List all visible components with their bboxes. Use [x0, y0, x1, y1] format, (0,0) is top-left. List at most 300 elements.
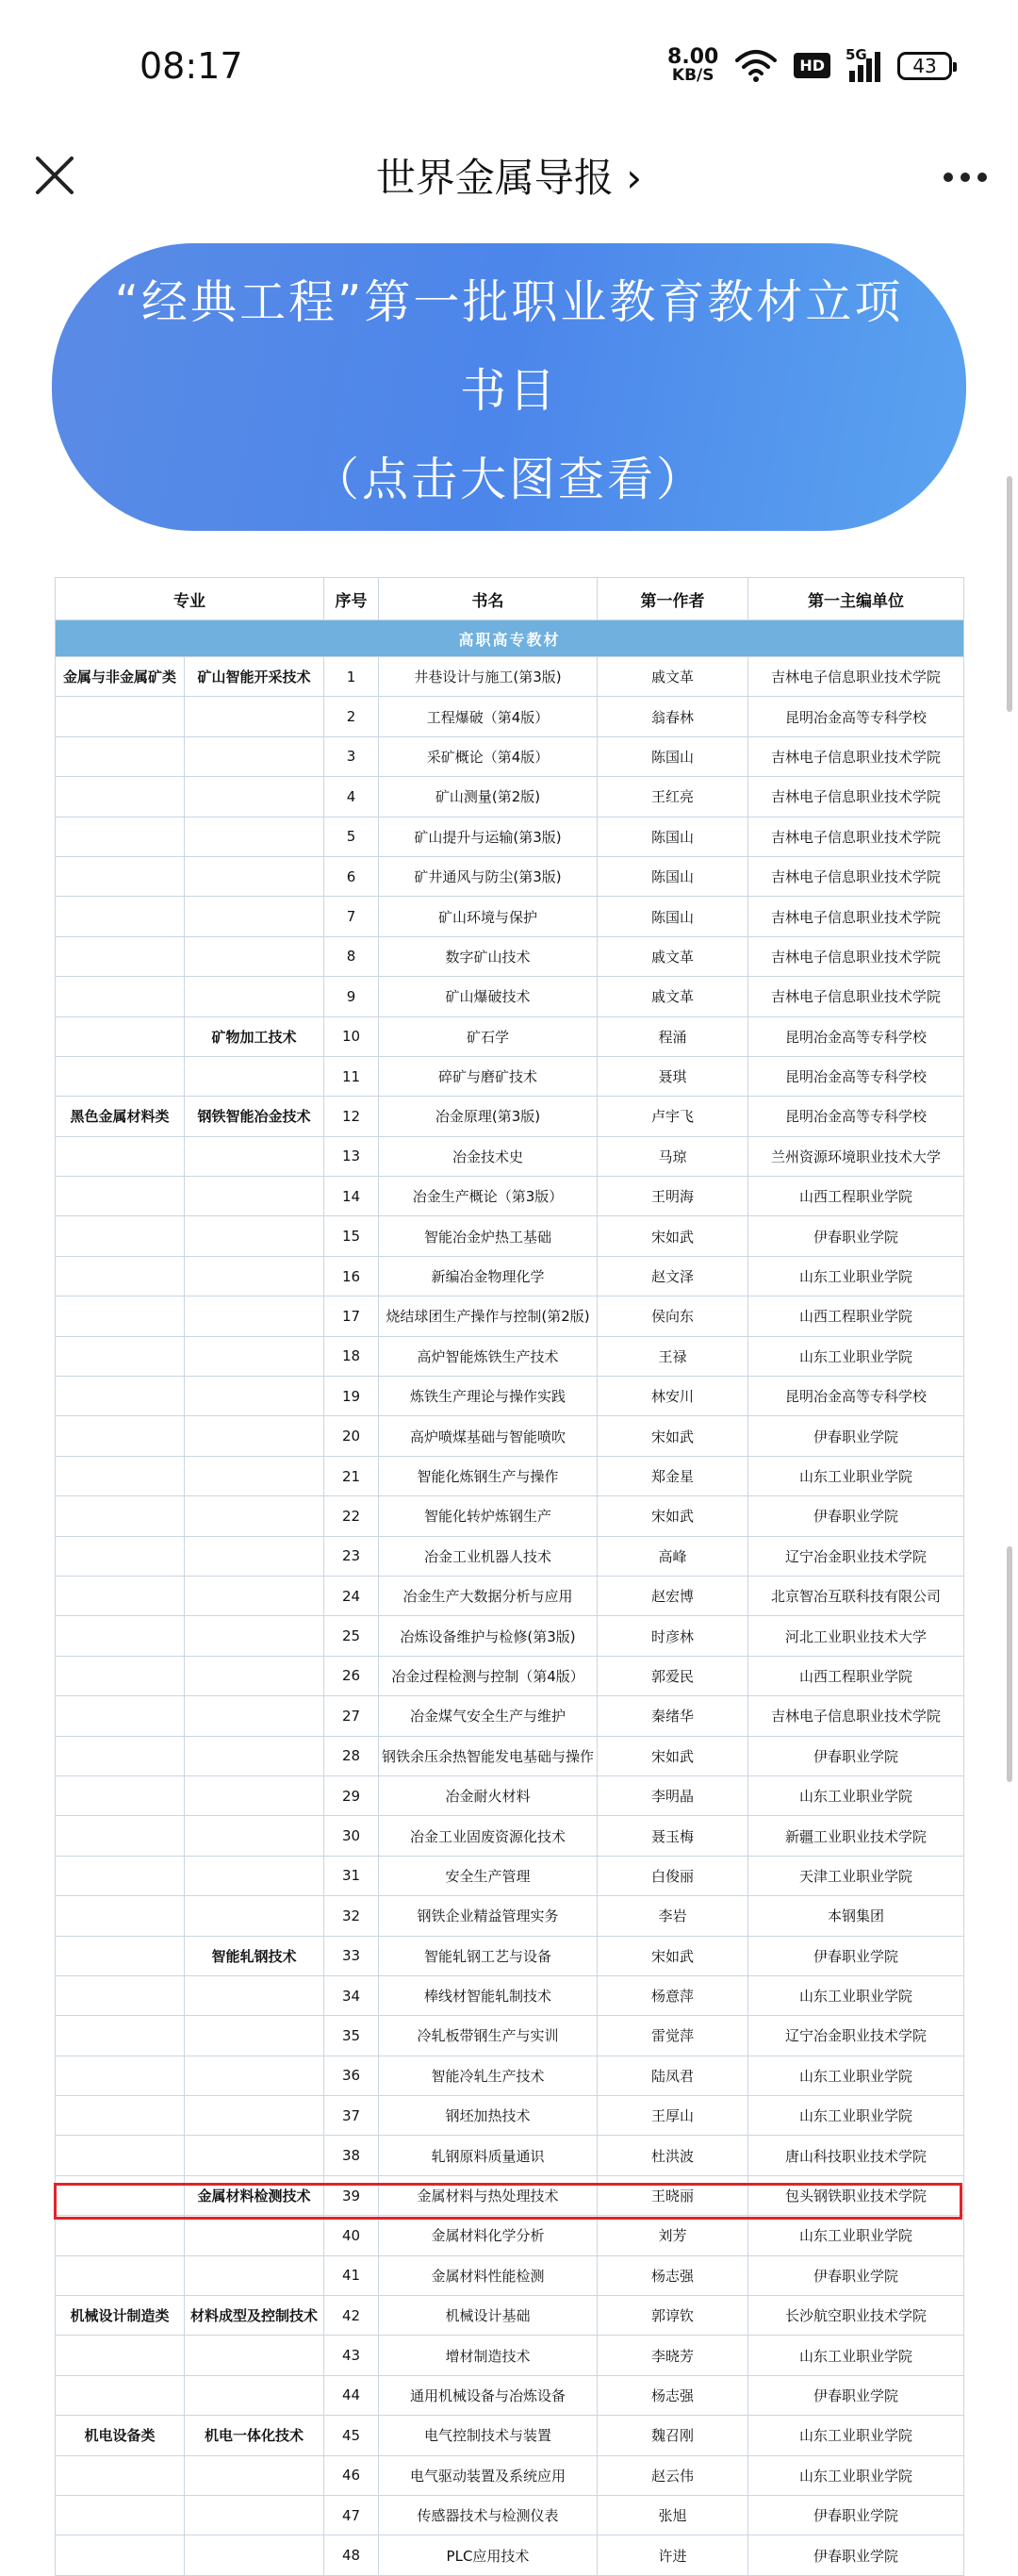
scrollbar-lower[interactable]: [1007, 1546, 1012, 1782]
number-cell: 8: [324, 936, 379, 976]
organization-cell: 兰州资源环境职业技术大学: [748, 1136, 964, 1176]
category-cell: [56, 1975, 185, 2015]
number-cell: 34: [324, 1975, 379, 2015]
category-cell: [56, 2056, 185, 2095]
number-cell: 40: [324, 2216, 379, 2255]
author-cell: 刘芳: [598, 2216, 748, 2255]
book-title-cell: 工程爆破（第4版）: [379, 697, 598, 736]
number-cell: 3: [324, 736, 379, 776]
organization-cell: 山西工程职业学院: [748, 1656, 964, 1695]
author-cell: 宋如武: [598, 1736, 748, 1775]
category-cell: [56, 697, 185, 736]
wifi-icon: [735, 49, 777, 83]
organization-cell: 辽宁冶金职业技术学院: [748, 1536, 964, 1576]
author-cell: 赵云伟: [598, 2455, 748, 2495]
table-row: [56, 1856, 964, 1895]
account-title[interactable]: 世界金属导报 ›: [375, 155, 643, 201]
book-title-cell: 高炉喷煤基础与智能喷吹: [379, 1416, 598, 1456]
table-row: [56, 657, 964, 697]
number-cell: 22: [324, 1496, 379, 1536]
network-speed-value: 8.00: [667, 45, 719, 69]
header-number: 序号: [324, 578, 379, 620]
major-cell: [185, 2056, 324, 2095]
number-cell: 18: [324, 1336, 379, 1376]
table-row: [56, 2375, 964, 2415]
organization-cell: 山东工业职业学院: [748, 2336, 964, 2375]
table-row: [56, 697, 964, 736]
number-cell: 19: [324, 1377, 379, 1416]
category-cell: [56, 1416, 185, 1456]
author-cell: 李岩: [598, 1896, 748, 1936]
number-cell: 24: [324, 1576, 379, 1615]
table-row: [56, 1975, 964, 2015]
major-cell: [185, 2495, 324, 2535]
network-speed: [667, 47, 718, 84]
number-cell: 38: [324, 2136, 379, 2175]
organization-cell: 吉林电子信息职业技术学院: [748, 736, 964, 776]
table-row: [56, 1016, 964, 1056]
category-cell: [56, 2336, 185, 2375]
category-cell: [56, 2096, 185, 2136]
header-major: 专业: [56, 578, 324, 620]
number-cell: 7: [324, 897, 379, 936]
major-cell: [185, 2455, 324, 2495]
organization-cell: 伊春职业学院: [748, 1936, 964, 1975]
major-cell: [185, 2535, 324, 2575]
more-options-icon[interactable]: [937, 149, 993, 206]
table-row: [56, 1736, 964, 1775]
table-row: [56, 856, 964, 896]
major-cell: [185, 1216, 324, 1256]
organization-cell: 伊春职业学院: [748, 2255, 964, 2295]
table-row: [56, 2255, 964, 2295]
table-row: [56, 1336, 964, 1376]
category-cell: [56, 1736, 185, 1775]
book-title-cell: 矿山爆破技术: [379, 977, 598, 1016]
category-cell: [56, 817, 185, 856]
category-cell: [56, 2375, 185, 2415]
organization-cell: 伊春职业学院: [748, 2495, 964, 2535]
author-cell: 李明晶: [598, 1775, 748, 1815]
book-title-cell: 智能冷轧生产技术: [379, 2056, 598, 2095]
author-cell: 时彦林: [598, 1616, 748, 1656]
number-cell: 17: [324, 1296, 379, 1336]
organization-cell: 昆明冶金高等专科学校: [748, 1056, 964, 1096]
book-title-cell: 冶金生产概论（第3版）: [379, 1177, 598, 1216]
table-row: [56, 736, 964, 776]
author-cell: 宋如武: [598, 1936, 748, 1975]
organization-cell: 吉林电子信息职业技术学院: [748, 897, 964, 936]
author-cell: 王红亮: [598, 777, 748, 817]
book-title-cell: 冷轧板带钢生产与实训: [379, 2016, 598, 2056]
author-cell: 雷觉萍: [598, 2016, 748, 2056]
table-row: [56, 2416, 964, 2455]
major-cell: [185, 1975, 324, 2015]
number-cell: 35: [324, 2016, 379, 2056]
category-cell: 金属与非金属矿类: [56, 657, 185, 697]
organization-cell: 吉林电子信息职业技术学院: [748, 657, 964, 697]
author-cell: 秦绪华: [598, 1696, 748, 1736]
organization-cell: 新疆工业职业技术学院: [748, 1816, 964, 1856]
major-cell: [185, 697, 324, 736]
book-title-cell: 冶炼设备维护与检修(第3版): [379, 1616, 598, 1656]
header-book-title: 书名: [379, 578, 598, 620]
author-cell: 郭爱民: [598, 1656, 748, 1695]
author-cell: 林安川: [598, 1377, 748, 1416]
number-cell: 13: [324, 1136, 379, 1176]
category-cell: 黑色金属材料类: [56, 1097, 185, 1136]
organization-cell: 本钢集团: [748, 1896, 964, 1936]
organization-cell: 山东工业职业学院: [748, 1775, 964, 1815]
author-cell: 郭谆钦: [598, 2296, 748, 2336]
major-cell: [185, 1856, 324, 1895]
number-cell: 4: [324, 777, 379, 817]
table-row: [56, 2336, 964, 2375]
author-cell: 杜洪波: [598, 2136, 748, 2175]
category-cell: [56, 897, 185, 936]
major-cell: [185, 1136, 324, 1176]
book-title-cell: 金属材料与热处理技术: [379, 2175, 598, 2215]
author-cell: 陈国山: [598, 897, 748, 936]
number-cell: 45: [324, 2416, 379, 2455]
major-cell: [185, 1816, 324, 1856]
book-title-cell: 矿山提升与运输(第3版): [379, 817, 598, 856]
major-cell: [185, 2375, 324, 2415]
table-row: [56, 1296, 964, 1336]
table-row: [56, 1216, 964, 1256]
book-title-cell: 钢铁余压余热智能发电基础与操作: [379, 1736, 598, 1775]
organization-cell: 包头钢铁职业技术学院: [748, 2175, 964, 2215]
category-cell: [56, 2216, 185, 2255]
textbook-table[interactable]: [55, 577, 963, 2576]
category-cell: [56, 1816, 185, 1856]
book-title-cell: 智能化炼钢生产与操作: [379, 1456, 598, 1495]
number-cell: 33: [324, 1936, 379, 1975]
network-speed-unit: KB/S: [671, 66, 714, 85]
organization-cell: 山西工程职业学院: [748, 1177, 964, 1216]
organization-cell: 吉林电子信息职业技术学院: [748, 777, 964, 817]
table-row: [56, 936, 964, 976]
table-row: [56, 1456, 964, 1495]
organization-cell: 河北工业职业技术大学: [748, 1616, 964, 1656]
table-row: [56, 2216, 964, 2255]
book-title-cell: PLC应用技术: [379, 2535, 598, 2575]
organization-cell: 山东工业职业学院: [748, 1456, 964, 1495]
book-title-cell: 传感器技术与检测仪表: [379, 2495, 598, 2535]
book-title-cell: 冶金原理(第3版): [379, 1097, 598, 1136]
number-cell: 6: [324, 856, 379, 896]
category-cell: [56, 1536, 185, 1576]
author-cell: 陆凤君: [598, 2056, 748, 2095]
book-title-cell: 冶金工业机器人技术: [379, 1536, 598, 1576]
category-cell: [56, 1656, 185, 1695]
organization-cell: 山东工业职业学院: [748, 1336, 964, 1376]
major-cell: [185, 977, 324, 1016]
book-title-cell: 棒线材智能轧制技术: [379, 1975, 598, 2015]
organization-cell: 伊春职业学院: [748, 2535, 964, 2575]
header-first-author: 第一作者: [598, 578, 748, 620]
book-title-cell: 电气控制技术与装置: [379, 2416, 598, 2455]
category-cell: [56, 1896, 185, 1936]
author-cell: 陈国山: [598, 736, 748, 776]
author-cell: 戚文革: [598, 657, 748, 697]
organization-cell: 吉林电子信息职业技术学院: [748, 817, 964, 856]
table-row: [56, 2495, 964, 2535]
major-cell: [185, 1456, 324, 1495]
table-row: [56, 1616, 964, 1656]
number-cell: 29: [324, 1775, 379, 1815]
organization-cell: 伊春职业学院: [748, 1216, 964, 1256]
number-cell: 48: [324, 2535, 379, 2575]
book-title-cell: 轧钢原料质量通识: [379, 2136, 598, 2175]
status-bar: [0, 0, 1018, 132]
organization-cell: 山东工业职业学院: [748, 2416, 964, 2455]
book-title-cell: 智能轧钢工艺与设备: [379, 1936, 598, 1975]
number-cell: 9: [324, 977, 379, 1016]
book-title-cell: 碎矿与磨矿技术: [379, 1056, 598, 1096]
organization-cell: 山东工业职业学院: [748, 1975, 964, 2015]
author-cell: 许进: [598, 2535, 748, 2575]
author-cell: 陈国山: [598, 856, 748, 896]
author-cell: 高峰: [598, 1536, 748, 1576]
header-organization: 第一主编单位: [748, 578, 964, 620]
category-cell: [56, 2016, 185, 2056]
author-cell: 戚文革: [598, 977, 748, 1016]
category-cell: [56, 736, 185, 776]
category-cell: [56, 1377, 185, 1416]
book-title-cell: 机械设计基础: [379, 2296, 598, 2336]
table-row: [56, 1816, 964, 1856]
status-time: 08:17: [140, 45, 243, 87]
table-row: [56, 1097, 964, 1136]
author-cell: 王禄: [598, 1336, 748, 1376]
major-cell: 机电一体化技术: [185, 2416, 324, 2455]
table-header-row: [56, 578, 964, 620]
table-row: [56, 2136, 964, 2175]
major-cell: [185, 1056, 324, 1096]
major-cell: [185, 2096, 324, 2136]
major-cell: [185, 1656, 324, 1695]
book-title-cell: 钢坯加热技术: [379, 2096, 598, 2136]
major-cell: [185, 1896, 324, 1936]
book-title-cell: 冶金耐火材料: [379, 1775, 598, 1815]
battery-icon: [897, 52, 952, 80]
book-title-cell: 采矿概论（第4版）: [379, 736, 598, 776]
author-cell: 侯向东: [598, 1296, 748, 1336]
author-cell: 翁春林: [598, 697, 748, 736]
book-title-cell: 数字矿山技术: [379, 936, 598, 976]
book-title-cell: 矿山环境与保护: [379, 897, 598, 936]
number-cell: 25: [324, 1616, 379, 1656]
major-cell: 智能轧钢技术: [185, 1936, 324, 1975]
organization-cell: 唐山科技职业技术学院: [748, 2136, 964, 2175]
number-cell: 47: [324, 2495, 379, 2535]
organization-cell: 昆明冶金高等专科学校: [748, 1097, 964, 1136]
author-cell: 张旭: [598, 2495, 748, 2535]
author-cell: 宋如武: [598, 1496, 748, 1536]
organization-cell: 吉林电子信息职业技术学院: [748, 856, 964, 896]
major-cell: 金属材料检测技术: [185, 2175, 324, 2215]
number-cell: 37: [324, 2096, 379, 2136]
status-icons: [667, 47, 952, 84]
major-cell: [185, 2136, 324, 2175]
major-cell: [185, 1775, 324, 1815]
book-title-cell: 冶金过程检测与控制（第4版）: [379, 1656, 598, 1695]
book-title-cell: 电气驱动装置及系统应用: [379, 2455, 598, 2495]
major-cell: [185, 1416, 324, 1456]
table-row: [56, 777, 964, 817]
major-cell: [185, 2016, 324, 2056]
major-cell: [185, 1696, 324, 1736]
book-title-cell: 增材制造技术: [379, 2336, 598, 2375]
author-cell: 郑金星: [598, 1456, 748, 1495]
article-banner[interactable]: [52, 243, 966, 531]
table-row: [56, 1576, 964, 1615]
table-row: [56, 817, 964, 856]
organization-cell: 吉林电子信息职业技术学院: [748, 1696, 964, 1736]
author-cell: 宋如武: [598, 1216, 748, 1256]
number-cell: 27: [324, 1696, 379, 1736]
book-title-cell: 炼铁生产理论与操作实践: [379, 1377, 598, 1416]
organization-cell: 昆明冶金高等专科学校: [748, 697, 964, 736]
author-cell: 杨志强: [598, 2375, 748, 2415]
major-cell: [185, 777, 324, 817]
table-caption: 高职高专教材: [56, 620, 964, 657]
number-cell: 44: [324, 2375, 379, 2415]
major-cell: [185, 1496, 324, 1536]
number-cell: 36: [324, 2056, 379, 2095]
category-cell: [56, 1136, 185, 1176]
category-cell: [56, 977, 185, 1016]
table-row: [56, 2455, 964, 2495]
author-cell: 王明海: [598, 1177, 748, 1216]
category-cell: [56, 1936, 185, 1975]
number-cell: 2: [324, 697, 379, 736]
organization-cell: 辽宁冶金职业技术学院: [748, 2016, 964, 2056]
book-title-cell: 金属材料化学分析: [379, 2216, 598, 2255]
table-row: [56, 2535, 964, 2575]
table-row: [56, 1136, 964, 1176]
category-cell: [56, 1016, 185, 1056]
major-cell: 材料成型及控制技术: [185, 2296, 324, 2336]
major-cell: [185, 1177, 324, 1216]
organization-cell: 山西工程职业学院: [748, 1296, 964, 1336]
table-caption-row: [56, 620, 964, 657]
major-cell: [185, 1616, 324, 1656]
major-cell: [185, 936, 324, 976]
major-cell: 钢铁智能冶金技术: [185, 1097, 324, 1136]
number-cell: 5: [324, 817, 379, 856]
major-cell: [185, 2255, 324, 2295]
number-cell: 31: [324, 1856, 379, 1895]
scrollbar[interactable]: [1007, 476, 1012, 712]
book-title-cell: 烧结球团生产操作与控制(第2版): [379, 1296, 598, 1336]
major-cell: 矿山智能开采技术: [185, 657, 324, 697]
organization-cell: 山东工业职业学院: [748, 2096, 964, 2136]
table-row: [56, 977, 964, 1016]
number-cell: 46: [324, 2455, 379, 2495]
table-row: [56, 1056, 964, 1096]
category-cell: [56, 1336, 185, 1376]
number-cell: 28: [324, 1736, 379, 1775]
book-title-cell: 矿井通风与防尘(第3版): [379, 856, 598, 896]
number-cell: 41: [324, 2255, 379, 2295]
category-cell: [56, 2136, 185, 2175]
table-row: [56, 1377, 964, 1416]
number-cell: 39: [324, 2175, 379, 2215]
table-row: [56, 2016, 964, 2056]
table-row: [56, 1416, 964, 1456]
author-cell: 魏召刚: [598, 2416, 748, 2455]
organization-cell: 伊春职业学院: [748, 1416, 964, 1456]
organization-cell: 伊春职业学院: [748, 1736, 964, 1775]
book-title-cell: 冶金煤气安全生产与维护: [379, 1696, 598, 1736]
major-cell: [185, 1256, 324, 1296]
major-cell: [185, 817, 324, 856]
organization-cell: 天津工业职业学院: [748, 1856, 964, 1895]
major-cell: [185, 856, 324, 896]
category-cell: [56, 2255, 185, 2295]
category-cell: [56, 2455, 185, 2495]
banner-title-line2: 书目: [459, 364, 558, 418]
author-cell: 卢宇飞: [598, 1097, 748, 1136]
table-row: [56, 1696, 964, 1736]
organization-cell: 昆明冶金高等专科学校: [748, 1016, 964, 1056]
table-row: [56, 897, 964, 936]
author-cell: 杨志强: [598, 2255, 748, 2295]
author-cell: 李晓芳: [598, 2336, 748, 2375]
book-title-cell: 钢铁企业精益管理实务: [379, 1896, 598, 1936]
book-title-cell: 智能冶金炉热工基础: [379, 1216, 598, 1256]
category-cell: [56, 1256, 185, 1296]
number-cell: 12: [324, 1097, 379, 1136]
category-cell: [56, 856, 185, 896]
category-cell: 机电设备类: [56, 2416, 185, 2455]
book-title-cell: 冶金技术史: [379, 1136, 598, 1176]
banner-hint: （点击大图查看）: [312, 453, 705, 506]
author-cell: 陈国山: [598, 817, 748, 856]
major-cell: [185, 897, 324, 936]
network-type: 5G: [846, 45, 867, 63]
number-cell: 32: [324, 1896, 379, 1936]
table-row: [56, 1536, 964, 1576]
major-cell: [185, 1336, 324, 1376]
major-cell: [185, 736, 324, 776]
number-cell: 26: [324, 1656, 379, 1695]
book-title-cell: 冶金生产大数据分析与应用: [379, 1576, 598, 1615]
organization-cell: 吉林电子信息职业技术学院: [748, 936, 964, 976]
table-row: [56, 1177, 964, 1216]
author-cell: 聂琪: [598, 1056, 748, 1096]
nav-bar: [0, 132, 1018, 226]
author-cell: 宋如武: [598, 1416, 748, 1456]
table-row: [56, 1775, 964, 1815]
author-cell: 王厚山: [598, 2096, 748, 2136]
battery-level: 43: [912, 54, 937, 77]
category-cell: [56, 2175, 185, 2215]
organization-cell: 吉林电子信息职业技术学院: [748, 977, 964, 1016]
category-cell: [56, 2535, 185, 2575]
author-cell: 马琼: [598, 1136, 748, 1176]
number-cell: 23: [324, 1536, 379, 1576]
number-cell: 14: [324, 1177, 379, 1216]
major-cell: [185, 2336, 324, 2375]
organization-cell: 伊春职业学院: [748, 1496, 964, 1536]
major-cell: 矿物加工技术: [185, 1016, 324, 1056]
organization-cell: 山东工业职业学院: [748, 2216, 964, 2255]
category-cell: [56, 1775, 185, 1815]
major-cell: [185, 1736, 324, 1775]
